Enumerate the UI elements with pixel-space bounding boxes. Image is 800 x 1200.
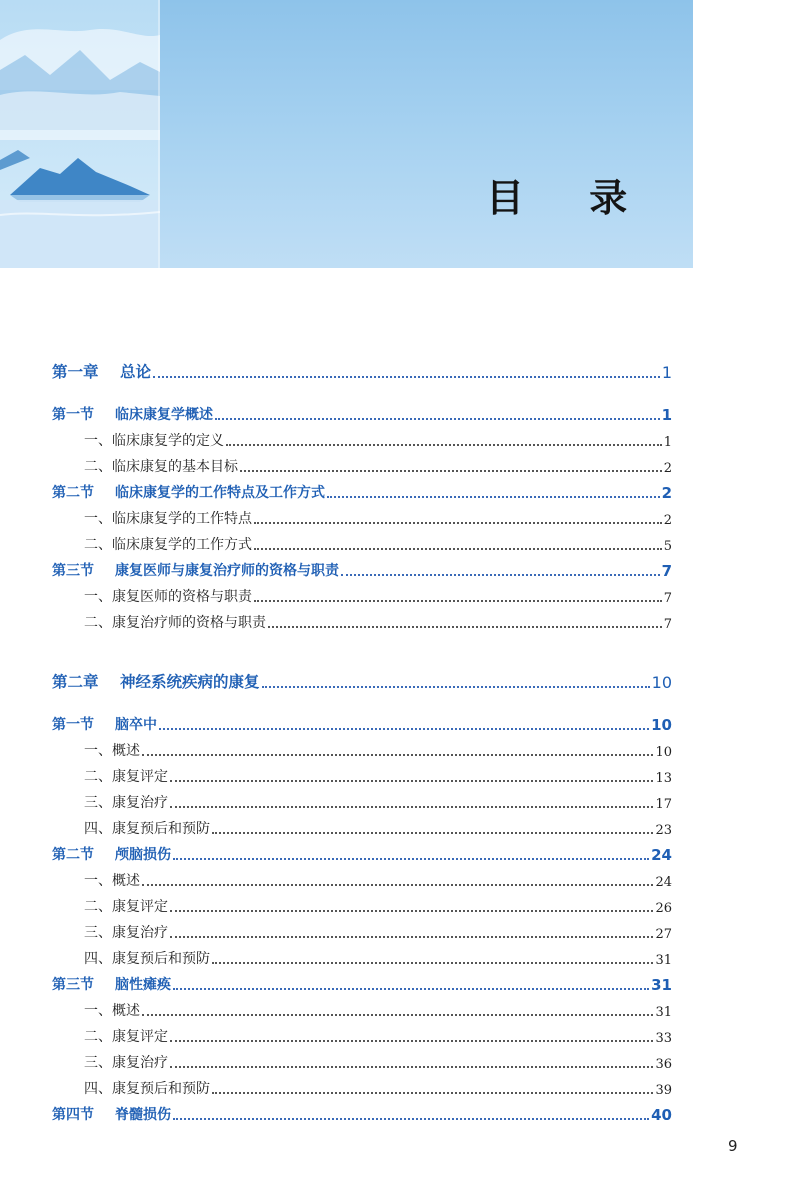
toc-entry-number: 第一节 [52,717,94,733]
toc-entry-label [52,844,171,864]
toc-entry-page: 1 [663,435,672,450]
toc-entry-title: 一、概述 [84,743,140,759]
toc-entry-title: 一、康复医师的资格与职责 [84,589,252,605]
toc-entry-title: 三、康复治疗 [84,1055,168,1071]
toc-entry-title: 颅脑损伤 [115,847,171,863]
toc-entry-item[interactable] [52,738,672,760]
toc-leader-dots [142,1014,653,1016]
toc-entry-title: 脑性瘫痪 [115,977,171,993]
toc-entry-number: 第四节 [52,1107,94,1123]
toc-entry-page: 40 [651,1106,672,1124]
toc-entry-title: 一、概述 [84,873,140,889]
toc-leader-dots [142,754,653,756]
toc-entry-page: 7 [663,591,672,606]
page-number: 9 [728,1137,738,1155]
toc-entry-page: 24 [655,875,672,890]
toc-entry-number: 第二节 [52,485,94,501]
toc-leader-dots [254,548,662,550]
toc-entry-item[interactable] [52,1076,672,1098]
toc-entry-item[interactable] [52,506,672,528]
toc-leader-dots [170,936,653,938]
toc-entry-label [52,360,151,382]
toc-entry-label [52,714,157,734]
toc-entry-page: 33 [655,1031,672,1046]
toc-entry-label [52,1104,171,1124]
toc-entry-item[interactable] [52,816,672,838]
toc-entry-item[interactable] [52,790,672,812]
toc-entry-title: 四、康复预后和预防 [84,951,210,967]
toc-leader-dots [254,600,662,602]
toc-entry-section[interactable] [52,1102,672,1124]
toc-entry-item[interactable] [52,532,672,554]
toc-entry-label [52,922,168,942]
toc-entry-item[interactable] [52,1050,672,1072]
banner-divider [158,0,160,268]
toc-entry-page: 5 [663,539,672,554]
toc-entry-chapter[interactable] [52,670,672,692]
toc-entry-number: 第三节 [52,563,94,579]
toc-entry-page: 27 [655,927,672,942]
toc-entry-number: 第一章 [52,363,99,381]
toc-entry-label [52,670,260,692]
toc-entry-page: 1 [661,363,672,382]
toc-leader-dots [226,444,662,446]
toc-entry-title: 二、临床康复的基本目标 [84,459,238,475]
toc-entry-title: 二、康复评定 [84,899,168,915]
toc-entry-title: 脑卒中 [115,717,157,733]
toc-entry-label [52,896,168,916]
toc-entry-label [52,766,168,786]
page-title: 目 录 [486,175,654,220]
toc-entry-page: 2 [663,513,672,528]
toc-entry-label [52,404,213,424]
toc-entry-item[interactable] [52,946,672,968]
toc-entry-page: 7 [663,617,672,632]
toc-entry-section[interactable] [52,402,672,424]
toc-entry-title: 三、康复治疗 [84,795,168,811]
toc-entry-label [52,1078,210,1098]
toc-entry-title: 一、临床康复学的定义 [84,433,224,449]
toc-entry-page: 24 [651,846,672,864]
toc-leader-dots [173,1118,649,1120]
toc-entry-page: 36 [655,1057,672,1072]
toc-entry-section[interactable] [52,972,672,994]
toc-entry-item[interactable] [52,868,672,890]
toc-entry-number: 第一节 [52,407,94,423]
toc-entry-title: 临床康复学的工作特点及工作方式 [115,485,325,501]
toc-entry-label [52,1000,140,1020]
toc-leader-dots [173,858,649,860]
toc-entry-title: 三、康复治疗 [84,925,168,941]
toc-entry-item[interactable] [52,764,672,786]
toc-leader-dots [215,418,660,420]
toc-leader-dots [327,496,660,498]
toc-entry-label [52,534,252,554]
toc-leader-dots [153,376,660,378]
toc-leader-dots [212,832,653,834]
toc-leader-dots [240,470,662,472]
toc-entry-title: 脊髓损伤 [115,1107,171,1123]
toc-entry-label [52,586,252,606]
toc-entry-label [52,1026,168,1046]
toc-entry-page: 31 [655,1005,672,1020]
toc-entry-title: 四、康复预后和预防 [84,1081,210,1097]
toc-entry-label [52,818,210,838]
toc-entry-number: 第二章 [52,673,99,691]
toc-entry-section[interactable] [52,480,672,502]
mountain-lake-illustration [0,0,160,268]
toc-leader-dots [212,962,653,964]
toc-entry-section[interactable] [52,842,672,864]
toc-entry-title: 临床康复学概述 [115,407,213,423]
toc-entry-title: 一、概述 [84,1003,140,1019]
toc-leader-dots [173,988,649,990]
toc-entry-label [52,792,168,812]
toc-entry-label [52,482,325,502]
toc-entry-page: 39 [655,1083,672,1098]
header-banner [0,0,693,268]
toc-entry-item[interactable] [52,454,672,476]
toc-entry-section[interactable] [52,558,672,580]
toc-leader-dots [170,910,653,912]
toc-entry-page: 26 [655,901,672,916]
toc-entry-page: 31 [651,976,672,994]
toc-entry-chapter[interactable] [52,360,672,382]
toc-leader-dots [268,626,662,628]
toc-entry-item[interactable] [52,1024,672,1046]
toc-entry-page: 2 [663,461,672,476]
toc-entry-label [52,560,339,580]
toc-leader-dots [254,522,662,524]
toc-entry-item[interactable] [52,610,672,632]
toc-entry-title: 四、康复预后和预防 [84,821,210,837]
toc-entry-label [52,948,210,968]
toc-entry-number: 第三节 [52,977,94,993]
toc-entry-page: 23 [655,823,672,838]
toc-entry-label [52,870,140,890]
toc-entry-label [52,430,224,450]
toc-entry-item[interactable] [52,920,672,942]
toc-entry-label [52,612,266,632]
toc-entry-label [52,1052,168,1072]
toc-entry-item[interactable] [52,998,672,1020]
toc-entry-title: 总论 [120,363,152,381]
toc-leader-dots [341,574,660,576]
toc-entry-title: 康复医师与康复治疗师的资格与职责 [115,563,339,579]
toc-entry-page: 17 [655,797,672,812]
toc-entry-label [52,508,252,528]
toc-entry-number: 第二节 [52,847,94,863]
toc-entry-page: 2 [661,484,672,502]
toc-entry-title: 二、康复评定 [84,1029,168,1045]
toc-entry-page: 31 [655,953,672,968]
toc-entry-item[interactable] [52,894,672,916]
toc-leader-dots [170,1066,653,1068]
toc-entry-title: 神经系统疾病的康复 [120,673,260,691]
toc-leader-dots [159,728,649,730]
toc-leader-dots [212,1092,653,1094]
toc-entry-page: 13 [655,771,672,786]
toc-entry-item[interactable] [52,428,672,450]
toc-leader-dots [262,686,650,688]
toc-entry-section[interactable] [52,712,672,734]
toc-entry-label [52,974,171,994]
toc-entry-label [52,740,140,760]
toc-entry-page: 1 [661,406,672,424]
toc-entry-page: 10 [655,745,672,760]
toc-entry-title: 二、临床康复学的工作方式 [84,537,252,553]
toc-leader-dots [170,806,653,808]
toc-entry-page: 7 [661,562,672,580]
toc-leader-dots [170,1040,653,1042]
toc-entry-item[interactable] [52,584,672,606]
toc-entry-page: 10 [651,716,672,734]
toc-entry-title: 二、康复治疗师的资格与职责 [84,615,266,631]
toc-leader-dots [142,884,653,886]
toc-entry-title: 二、康复评定 [84,769,168,785]
toc-leader-dots [170,780,653,782]
toc-entry-page: 10 [651,673,672,692]
toc-entry-label [52,456,238,476]
toc-entry-title: 一、临床康复学的工作特点 [84,511,252,527]
